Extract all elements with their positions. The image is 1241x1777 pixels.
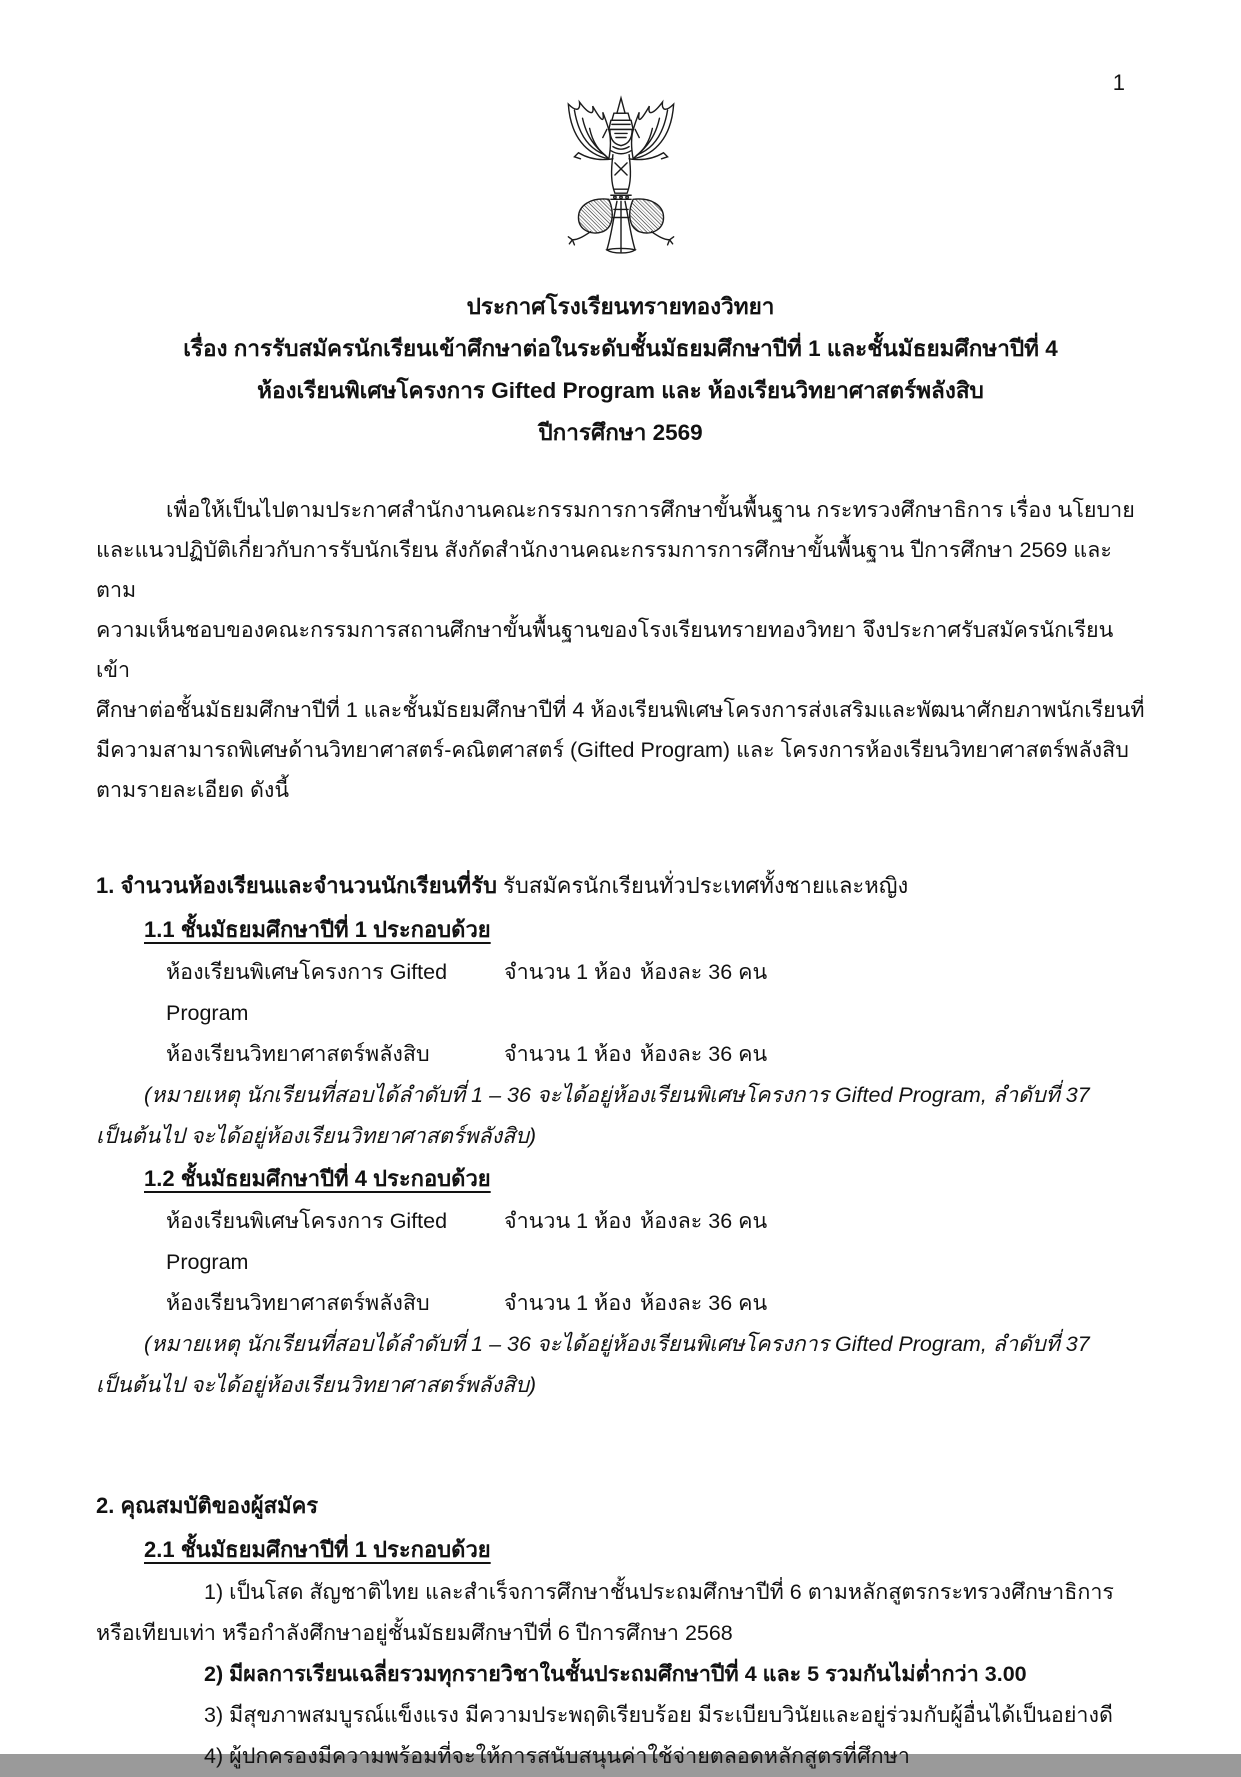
note-m1 xyxy=(96,1075,1145,1157)
qualification-item-4: 4) ผู้ปกครองมีความพร้อมที่จะให้การสนับสนุนค่าใช้จ่ายตลอดหลักสูตรที่ศึกษา xyxy=(204,1744,910,1768)
note-m4 xyxy=(96,1324,1145,1406)
garuda-emblem-icon xyxy=(550,96,692,256)
note-line: (หมายเหตุ นักเรียนที่สอบได้ลำดับที่ 1 – 36 จะได้อยู่ห้องเรียนพิเศษโครงการ Gifted Program, ลำดับที่ 37 xyxy=(144,1332,1090,1356)
subsection-1-1-heading: 1.1 ชั้นมัธยมศึกษาปีที่ 1 ประกอบด้วย xyxy=(144,917,491,942)
section-1-title-tail: รับสมัครนักเรียนทั่วประเทศทั้งชายและหญิง xyxy=(496,873,909,898)
program-name: ห้องเรียนพิเศษโครงการ Gifted Program xyxy=(166,1209,448,1274)
students-per-room: ห้องละ 36 คน xyxy=(640,1209,768,1233)
classroom-row xyxy=(96,1283,1145,1324)
title-line-2: เรื่อง การรับสมัครนักเรียนเข้าศึกษาต่อในระดับชั้นมัธยมศึกษาปีที่ 1 และชั้นมัธยมศึกษาปีที่ 4 xyxy=(183,336,1058,361)
emblem-container xyxy=(0,0,1241,256)
intro-line: และแนวปฏิบัติเกี่ยวกับการรับนักเรียน สังกัดสำนักงานคณะกรรมการการศึกษาขั้นพื้นฐาน ปีการศึกษา 2569 และตาม xyxy=(96,538,1112,602)
note-line: เป็นต้นไป จะได้อยู่ห้องเรียนวิทยาศาสตร์พลังสิบ) xyxy=(96,1373,537,1397)
subsection-1-2-heading: 1.2 ชั้นมัธยมศึกษาปีที่ 4 ประกอบด้วย xyxy=(144,1166,491,1191)
students-per-room: ห้องละ 36 คน xyxy=(640,1042,768,1066)
intro-line: ตามรายละเอียด ดังนี้ xyxy=(96,778,290,802)
note-line: เป็นต้นไป จะได้อยู่ห้องเรียนวิทยาศาสตร์พลังสิบ) xyxy=(96,1124,537,1148)
title-line-1: ประกาศโรงเรียนทรายทองวิทยา xyxy=(466,294,775,319)
qualification-item-1-cont: หรือเทียบเท่า หรือกำลังศึกษาอยู่ชั้นมัธยมศึกษาปีที่ 6 ปีการศึกษา 2568 xyxy=(96,1621,733,1645)
section-2-title: 2. คุณสมบัติของผู้สมัคร xyxy=(96,1493,319,1518)
section-2-heading xyxy=(96,1484,1145,1528)
section-1-heading xyxy=(96,864,1145,908)
program-name: ห้องเรียนวิทยาศาสตร์พลังสิบ xyxy=(166,1042,430,1066)
page-number: 1 xyxy=(1112,70,1125,95)
intro-paragraph xyxy=(96,490,1145,810)
subsection-2-1-heading: 2.1 ชั้นมัธยมศึกษาปีที่ 1 ประกอบด้วย xyxy=(144,1537,491,1562)
qualification-item-3: 3) มีสุขภาพสมบูรณ์แข็งแรง มีความประพฤติเรียบร้อย มีระเบียบวินัยและอยู่ร่วมกับผู้อื่นได้เป็นอย่างดี xyxy=(204,1703,1113,1727)
program-name: ห้องเรียนวิทยาศาสตร์พลังสิบ xyxy=(166,1291,430,1315)
intro-line: เพื่อให้เป็นไปตามประกาศสำนักงานคณะกรรมการการศึกษาขั้นพื้นฐาน กระทรวงศึกษาธิการ เรื่อง นโยบาย xyxy=(166,498,1135,522)
room-count: จำนวน 1 ห้อง xyxy=(504,1209,632,1233)
title-line-4: ปีการศึกษา 2569 xyxy=(538,420,703,445)
qualification-list xyxy=(96,1572,1145,1777)
room-count: จำนวน 1 ห้อง xyxy=(504,1291,632,1315)
intro-line: มีความสามารถพิเศษด้านวิทยาศาสตร์-คณิตศาสตร์ (Gifted Program) และ โครงการห้องเรียนวิทยาศาสตร์พลังสิบ xyxy=(96,738,1129,762)
document-title xyxy=(96,286,1145,454)
classroom-row xyxy=(96,1034,1145,1075)
qualification-item-2: 2) มีผลการเรียนเฉลี่ยรวมทุกรายวิชาในชั้นประถมศึกษาปีที่ 4 และ 5 รวมกันไม่ต่ำกว่า 3.00 xyxy=(204,1662,1027,1686)
section-1-title: 1. จำนวนห้องเรียนและจำนวนนักเรียนที่รับ xyxy=(96,873,497,898)
room-count: จำนวน 1 ห้อง xyxy=(504,1042,632,1066)
qualification-item-1: 1) เป็นโสด สัญชาติไทย และสำเร็จการศึกษาชั้นประถมศึกษาปีที่ 6 ตามหลักสูตรกระทรวงศึกษาธิการ xyxy=(204,1580,1114,1604)
program-name: ห้องเรียนพิเศษโครงการ Gifted Program xyxy=(166,960,448,1025)
intro-line: ศึกษาต่อชั้นมัธยมศึกษาปีที่ 1 และชั้นมัธยมศึกษาปีที่ 4 ห้องเรียนพิเศษโครงการส่งเสริมและพัฒนาศักยภาพนักเรียนที่ xyxy=(96,698,1145,722)
title-line-3: ห้องเรียนพิเศษโครงการ Gifted Program และ ห้องเรียนวิทยาศาสตร์พลังสิบ xyxy=(257,378,984,403)
classroom-row xyxy=(96,952,1145,1034)
intro-line: ความเห็นชอบของคณะกรรมการสถานศึกษาขั้นพื้นฐานของโรงเรียนทรายทองวิทยา จึงประกาศรับสมัครนักเรียนเข้า xyxy=(96,618,1114,682)
students-per-room: ห้องละ 36 คน xyxy=(640,960,768,984)
students-per-room: ห้องละ 36 คน xyxy=(640,1291,768,1315)
room-count: จำนวน 1 ห้อง xyxy=(504,960,632,984)
classroom-row xyxy=(96,1201,1145,1283)
note-line: (หมายเหตุ นักเรียนที่สอบได้ลำดับที่ 1 – 36 จะได้อยู่ห้องเรียนพิเศษโครงการ Gifted Program, ลำดับที่ 37 xyxy=(144,1083,1090,1107)
